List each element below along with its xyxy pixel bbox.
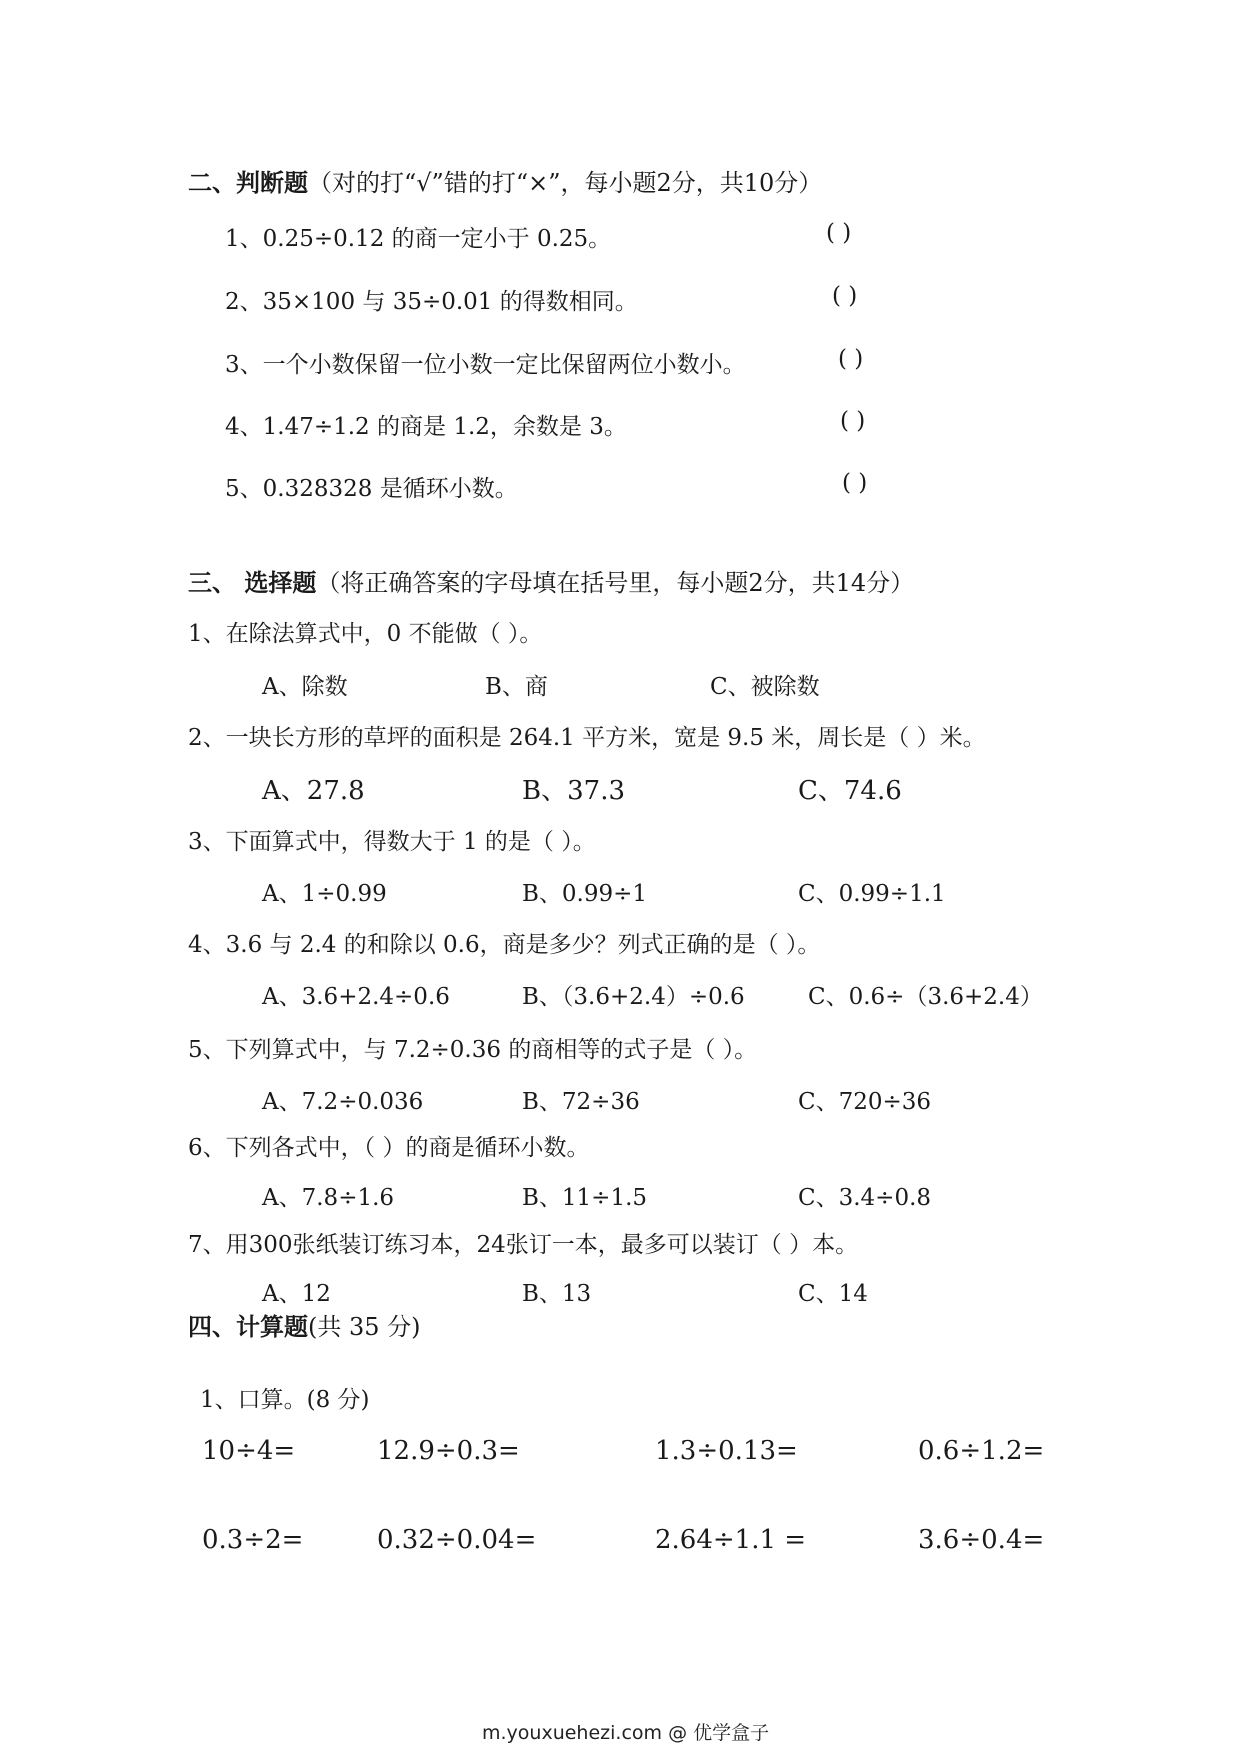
calc-r1-c4: 0.6÷1.2= xyxy=(918,1436,1045,1466)
q6-option-a[interactable]: A、7.8÷1.6 xyxy=(262,1185,395,1211)
q4-option-c[interactable]: C、0.6÷（3.6+2.4） xyxy=(808,984,1043,1010)
choice-question-6: 6、下列各式中，（ ）的商是循环小数。 xyxy=(188,1135,590,1161)
q2-option-a[interactable]: A、27.8 xyxy=(262,776,365,806)
section3-title: 三、 选择题 xyxy=(188,569,317,597)
tf-item-4: 4、1.47÷1.2 的商是 1.2，余数是 3。 xyxy=(225,414,627,440)
calc-r2-c2: 0.32÷0.04= xyxy=(377,1525,537,1555)
q7-option-c[interactable]: C、14 xyxy=(798,1281,868,1307)
q7-option-b[interactable]: B、13 xyxy=(522,1281,592,1307)
choice-question-2: 2、一块长方形的草坪的面积是 264.1 平方米，宽是 9.5 米，周长是（ ）米。 xyxy=(188,725,986,751)
section2-heading xyxy=(188,163,822,198)
choice-question-4: 4、3.6 与 2.4 的和除以 0.6，商是多少？列式正确的是（ ）。 xyxy=(188,932,821,958)
q4-option-b[interactable]: B、（3.6+2.4）÷0.6 xyxy=(522,984,745,1010)
q2-option-c[interactable]: C、74.6 xyxy=(798,776,902,806)
calc-r2-c3: 2.64÷1.1 = xyxy=(655,1525,807,1555)
choice-question-5: 5、下列算式中，与 7.2÷0.36 的商相等的式子是（ ）。 xyxy=(188,1037,758,1063)
tf-blank-1[interactable]: ( ) xyxy=(826,220,852,246)
tf-blank-5[interactable]: ( ) xyxy=(842,470,868,496)
section4-heading xyxy=(188,1307,421,1342)
q5-option-b[interactable]: B、72÷36 xyxy=(522,1089,640,1115)
q5-option-c[interactable]: C、720÷36 xyxy=(798,1089,932,1115)
q6-option-b[interactable]: B、11÷1.5 xyxy=(522,1185,648,1211)
q1-option-a[interactable]: A、除数 xyxy=(262,674,348,700)
choice-question-7: 7、用300张纸装订练习本，24张订一本，最多可以装订（ ）本。 xyxy=(188,1232,859,1258)
section2-title: 二、判断题 xyxy=(188,169,308,197)
q6-option-c[interactable]: C、3.4÷0.8 xyxy=(798,1185,932,1211)
tf-blank-3[interactable]: ( ) xyxy=(838,346,864,372)
section2-subtitle: （对的打“√”错的打“×”，每小题2分，共10分） xyxy=(308,169,823,197)
tf-blank-2[interactable]: ( ) xyxy=(832,283,858,309)
q3-option-b[interactable]: B、0.99÷1 xyxy=(522,881,648,907)
calc-r2-c1: 0.3÷2= xyxy=(202,1525,304,1555)
calc-r2-c4: 3.6÷0.4= xyxy=(918,1525,1045,1555)
q4-option-a[interactable]: A、3.6+2.4÷0.6 xyxy=(262,984,450,1010)
oral-calc-heading: 1、口算。(8 分) xyxy=(200,1387,370,1413)
section4-title: 四、计算题 xyxy=(188,1313,308,1341)
q7-option-a[interactable]: A、12 xyxy=(262,1281,331,1307)
calc-r1-c1: 10÷4= xyxy=(202,1436,296,1466)
calc-r1-c2: 12.9÷0.3= xyxy=(377,1436,520,1466)
tf-blank-4[interactable]: ( ) xyxy=(840,408,866,434)
q3-option-c[interactable]: C、0.99÷1.1 xyxy=(798,881,946,907)
tf-item-5: 5、0.328328 是循环小数。 xyxy=(225,476,518,502)
q5-option-a[interactable]: A、7.2÷0.036 xyxy=(262,1089,424,1115)
q1-option-c[interactable]: C、被除数 xyxy=(710,674,820,700)
tf-item-3: 3、一个小数保留一位小数一定比保留两位小数小。 xyxy=(225,352,746,378)
choice-question-1: 1、在除法算式中，0 不能做（ ）。 xyxy=(188,621,543,647)
section3-heading xyxy=(188,563,914,598)
q1-option-b[interactable]: B、商 xyxy=(485,674,548,700)
section3-subtitle: （将正确答案的字母填在括号里，每小题2分，共14分） xyxy=(316,569,915,597)
choice-question-3: 3、下面算式中，得数大于 1 的是（ ）。 xyxy=(188,829,596,855)
tf-item-2: 2、35×100 与 35÷0.01 的得数相同。 xyxy=(225,289,638,315)
tf-item-1: 1、0.25÷0.12 的商一定小于 0.25。 xyxy=(225,226,612,252)
q3-option-a[interactable]: A、1÷0.99 xyxy=(262,881,387,907)
q2-option-b[interactable]: B、37.3 xyxy=(522,776,625,806)
calc-r1-c3: 1.3÷0.13= xyxy=(655,1436,798,1466)
footer-watermark: m.youxuehezi.com @ 优学盒子 xyxy=(482,1722,770,1744)
section4-subtitle: (共 35 分) xyxy=(308,1313,421,1341)
